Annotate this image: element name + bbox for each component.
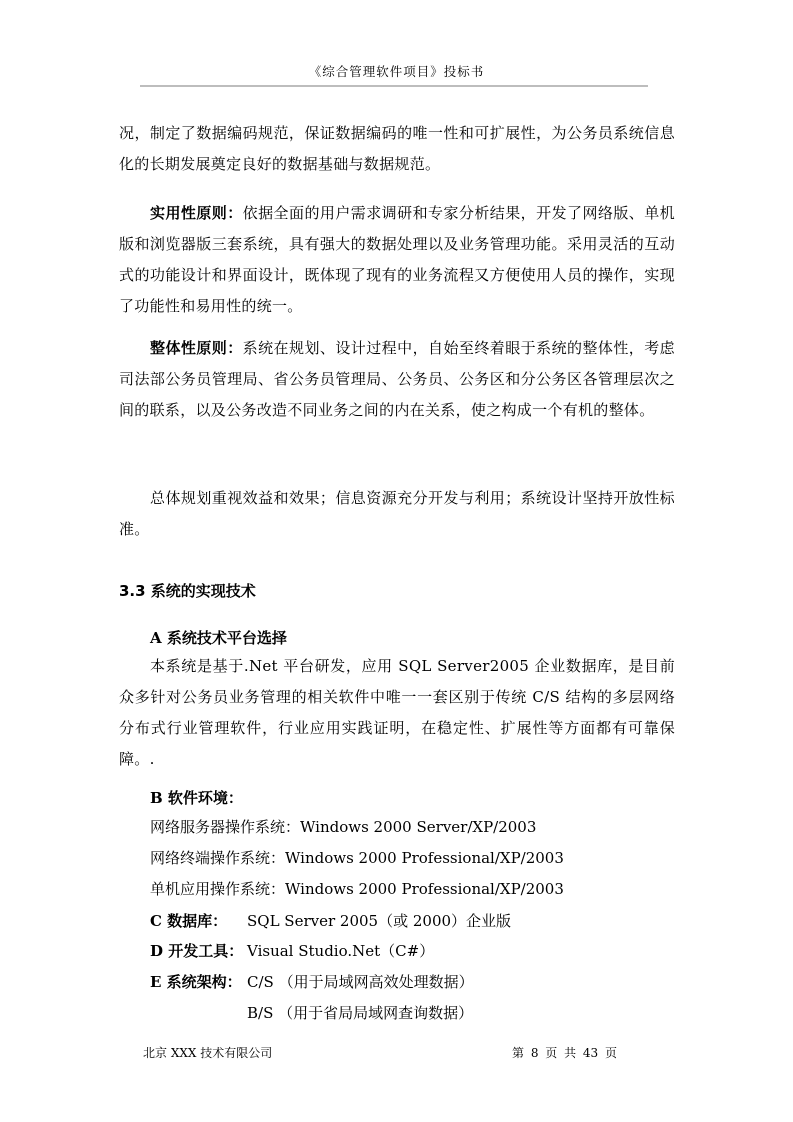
database-label: C 数据库： [150, 912, 228, 930]
integrity-text: 系统在规划、设计过程中，自始至终着眼于系统的整体性，考虑司法部公务员管理局、省公务员管理局、公务员、公务区和分公务区各管理层次之间的联系，以及公务改造不同业务之间的内在关系，使之构成一个有机的整体。 [119, 339, 675, 419]
software-env-item: 网络终端操作系统：Windows 2000 Professional/XP/2003 [150, 849, 564, 867]
page-number: 第 8 页 共 43 页 [512, 1046, 617, 1060]
architecture-value-bs: B/S （用于省局局域网查询数据） [247, 1004, 474, 1022]
practicality-text: 依据全面的用户需求调研和专家分析结果，开发了网络版、单机版和浏览器版三套系统，具有强大的数据处理以及业务管理功能。采用灵活的互动式的功能设计和界面设计，既体现了现有的业务流程又方便使用人员的操作，实现了功能性和易用性的统一。 [119, 204, 675, 315]
practicality-label: 实用性原则： [150, 204, 243, 222]
database-value: SQL Server 2005（或 2000）企业版 [247, 912, 512, 930]
paragraph-data-standards: 况，制定了数据编码规范，保证数据编码的唯一性和可扩展性，为公务员系统信息化的长期发展奠定良好的数据基础与数据规范。 [119, 124, 675, 173]
software-env-item: 单机应用操作系统：Windows 2000 Professional/XP/2003 [150, 880, 564, 898]
architecture-label: E 系统架构： [150, 973, 242, 991]
software-env-item: 网络服务器操作系统：Windows 2000 Server/XP/2003 [150, 818, 537, 836]
company-name: 北京 XXX 技术有限公司 [143, 1046, 273, 1060]
subsection-a-title: A 系统技术平台选择 [150, 629, 287, 647]
document-title: 《综合管理软件项目》投标书 [308, 64, 485, 79]
database-line [150, 910, 512, 931]
header-divider [140, 85, 648, 87]
paragraph-platform: 本系统是基于.Net 平台研发，应用 SQL Server2005 企业数据库，是目前众多针对公务员业务管理的相关软件中唯一一套区别于传统 C/S 结构的多层网络分布式行业管理软件，行业应用实践证明，在稳定性、扩展性等方面都有可靠保障。. [119, 657, 675, 768]
dev-tool-label: D 开发工具： [150, 942, 244, 960]
architecture-line [150, 971, 474, 992]
dev-tool-value: Visual Studio.Net（C#） [247, 942, 435, 960]
subsection-b-title: B 软件环境： [150, 789, 243, 807]
integrity-label: 整体性原则： [150, 339, 243, 357]
paragraph-integrity [119, 333, 675, 426]
paragraph-practicality [119, 198, 675, 322]
section-heading: 3.3 系统的实现技术 [119, 582, 256, 600]
paragraph-overall-planning: 总体规划重视效益和效果；信息资源充分开发与利用；系统设计坚持开放性标准。 [119, 489, 675, 538]
architecture-value-cs: C/S （用于局域网高效处理数据） [247, 973, 474, 991]
dev-tool-line [150, 940, 435, 961]
